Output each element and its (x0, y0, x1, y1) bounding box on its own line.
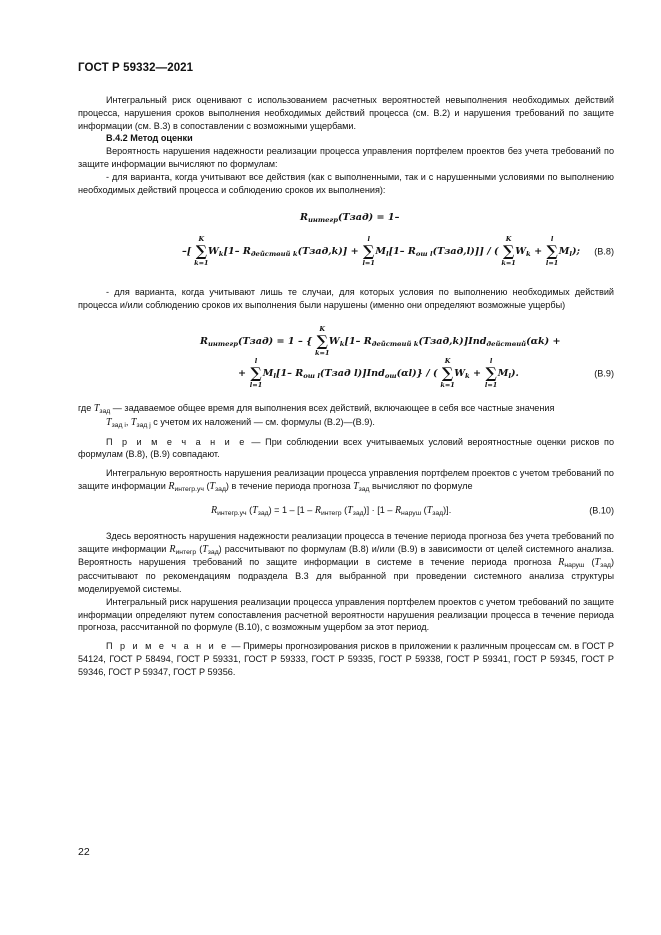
note-1: П р и м е ч а н и е — При соблюдении всех учитываемых условий вероятностные оценки рисков по формулам (В.8), (В.9) совпадают. (78, 436, 614, 460)
paragraph-where: где $T_{зад}$ — задаваемое общее время для выполнения всех действий, включающее в себя все частные значения $T_{зад i}$, $T_{зад j}$ с учетом их наложений — см. формулы (В.2)—(В.9). (78, 402, 555, 429)
sum-symbol: ∑ K k=1 (440, 356, 455, 389)
equation-number-b9: (В.9) (594, 368, 614, 379)
equation-number-b8: (В.8) (594, 246, 614, 257)
paragraph-integral-risk-violation: Интегральный риск нарушения реализации процесса управления портфелем проектов с учетом требований по защите информации определяют путем сопоставления расчетной вероятности нарушения реализации процесса в течение периода прогноза, рассчитанной по формуле (В.10), с возможным ущербом за этот период. (78, 596, 614, 633)
equation-number-b10: (В.10) (589, 505, 614, 516)
paragraph-here: Здесь вероятность нарушения надежности реализации процесса в течение периода прогноза без учета требований по защите информации $R_{интегр}$ $(T_{зад})$ рассчитывают по формулам (В.8) и/или (В.9) в зависимости от целей системного анализа. Вероятность нарушения требований по защите информации в системе в течение периода прогноза $R_{наруш}$ $(T_{зад})$ рассчитывают по рекомендациям подраздела В.3 для выбранной при проведении системного анализа структуры моделируемой системы. (78, 530, 614, 594)
formula-b10-line: $R_{интегр.уч}$ $(T_{зад}) = 1 - [1 - R_{интегр}$ $(T_{зад})] \cdot [1 - R_{наруш}$ $(T_{зад})$]. (211, 504, 452, 517)
sum-symbol: ∑ K k=1 (315, 324, 330, 357)
note-label: П р и м е ч а н и е (106, 641, 229, 652)
paragraph-probability: Вероятность нарушения надежности реализации процесса управления портфелем проектов без учета требований по защите информации вычисляют по формулам: (78, 146, 614, 169)
sum-symbol: ∑ K k=1 (501, 235, 516, 268)
paragraph-variant-all: - для варианта, когда учитывают все действия (как с выполненными, так и с нарушенными условиями по выполнению необходимых действий процесса и соблюдению сроков их выполнения): (78, 171, 614, 195)
paragraph-integral-risk: Интегральный риск оценивают с использованием расчетных вероятностей невыполнения необходимых действий процесса, нарушения сроков выполнения необходимых действий процесса (см. В.2) и нарушения требований по защите информации (см. В.3) в сопоставлении с возможными ущербами. (78, 95, 614, 131)
formula-b9 (78, 326, 614, 396)
document-header: ГОСТ Р 59332—2021 (78, 62, 194, 74)
sum-symbol: ∑ K k=1 (194, 235, 209, 268)
formula-b8 (78, 210, 614, 282)
sum-symbol: ∑ l l=1 (484, 356, 498, 389)
document-body (78, 94, 614, 679)
paragraph-variant-violated: - для варианта, когда учитывают лишь те случаи, для которых условия по выполнению необходимых действий процесса и/или соблюдению сроков их выполнения были нарушены (именно они определяют возможные ущербы) (78, 287, 614, 311)
sum-symbol: ∑ l l=1 (249, 356, 263, 389)
formula-b8-line1: $R_{интегр}(Tзад) = 1-$ (300, 212, 400, 225)
page-number: 22 (78, 846, 90, 858)
formula-b9-line1: $R_{интегр}(Tзад) = 1$ – { ∑ K k=1 $W_k[1-$ $R_{действий k}(Tзад,k)]Ind_{действий}(\alpha k)$ + (200, 324, 561, 357)
paragraph-integral-probability: Интегральную вероятность нарушения реализации процесса управления портфелем проектов с учетом требований по защите информации $R_{интегр.уч}$ $(T_{зад})$ в течение периода прогноза $T_{зад}$ вычисляют по формуле (78, 468, 614, 493)
formula-b10 (78, 498, 614, 524)
note-label: П р и м е ч а н и е (106, 436, 247, 447)
formula-b9-line2: + ∑ l l=1 $M_l[1-$ $R_{ош l}(Tзад$ l)]Ind$_{ош}$(αl)} / ( ∑ K k=1 $W_k$ + ∑ l l=1 $M_l$). (238, 356, 519, 389)
formula-b8-line2: –[ ∑ K k=1 $W_k[1-$ $R_{действий k}(Tзад,k)$] + ∑ l l=1 $M_l[1-$ $R_{ош l}(Tзад,l)$]] / ( ∑ K k=1 $W_k$ + ∑ l l=1 $M_l$); (182, 235, 581, 268)
sum-symbol: ∑ l l=1 (545, 235, 559, 268)
section-heading: В.4.2 Метод оценки (106, 133, 193, 144)
sum-symbol: ∑ l l=1 (362, 235, 375, 268)
note-2: П р и м е ч а н и е — Примеры прогнозирования рисков в приложении к различным процессам см. в ГОСТ Р 54124, ГОСТ Р 58494, ГОСТ Р 59331, ГОСТ Р 59333, ГОСТ Р 59335, ГОСТ Р 59338, ГОСТ Р 59341, ГОСТ Р 59345, ГОСТ Р 59346, ГОСТ Р 59347, ГОСТ Р 59356. (78, 641, 614, 677)
